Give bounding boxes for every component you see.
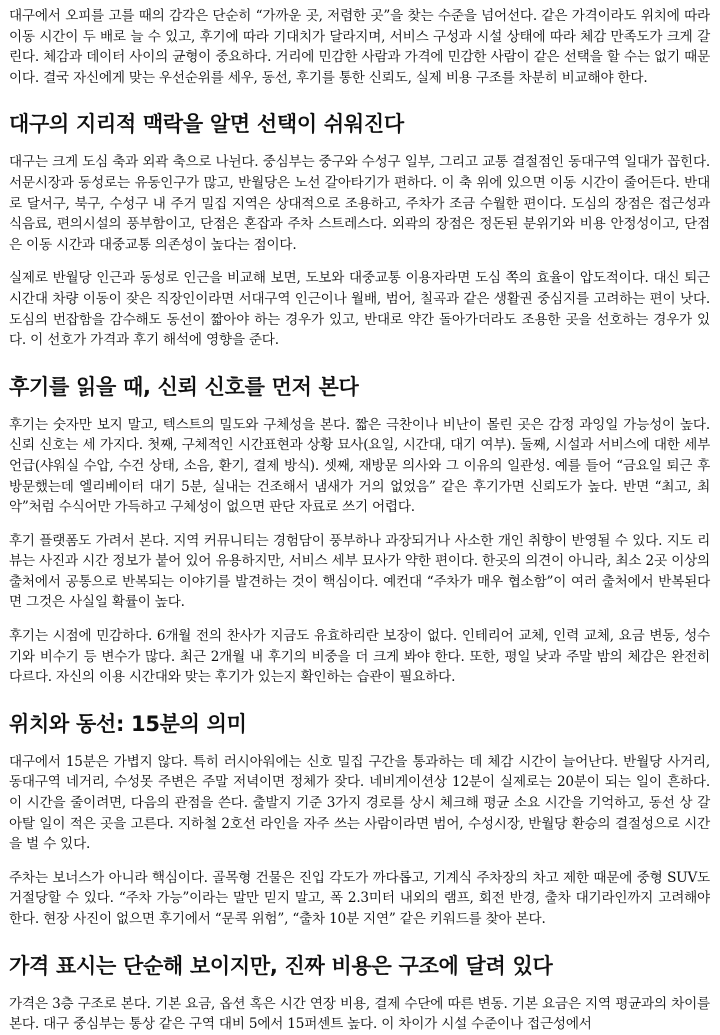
geography-paragraph-1: 대구는 크게 도심 축과 외곽 축으로 나뉜다. 중심부는 중구와 수성구 일부, 그리고 교통 결절점인 동대구역 일대가 꼽힌다. 서문시장과 동성로는 유동인구가 많고, 반월당은 노선 갈아타기가 편하다. 이 축 위에 있으면 이동 시간이 줄어든다. 반대로 달서구, 북구, 수성구 내 주거 밀집 지역은 상대적으로 조용하고, 주차가 조금 수월한 편이다. 도심의 장점은 접근성과 식음료, 편의시설의 풍부함이고, 단점은 혼잡과 주차 스트레스다. 외곽의 장점은 정돈된 분위기와 비용 안정성이고, 단점은 이동 시간과 대중교통 의존성이 높다는 점이다. [9, 154, 710, 253]
section-heading-geography: 대구의 지리적 맥락을 알면 선택이 쉬워진다 [9, 112, 404, 137]
geography-paragraph-2: 실제로 반월당 인근과 동성로 인근을 비교해 보면, 도보와 대중교통 이용자라면 도심 쪽의 효율이 압도적이다. 대신 퇴근 시간대 차량 이동이 잦은 직장인이라면 서대구역 인근이나 월배, 범어, 칠곡과 같은 생활권 중심지를 고려하는 편이 낫다. 도심의 번잡함을 감수해도 동선이 짧아야 하는 경우가 있고, 반대로 약간 돌아가더라도 조용한 곳을 선호하는 경우가 있다. 이 선호가 가격과 후기 해석에 영향을 준다. [9, 270, 710, 349]
section-heading-location: 위치와 동선: 15분의 의미 [9, 711, 247, 736]
section-heading-price: 가격 표시는 단순해 보이지만, 진짜 비용은 구조에 달려 있다 [9, 953, 553, 978]
reviews-paragraph-2: 후기 플랫폼도 가려서 본다. 지역 커뮤니티는 경험담이 풍부하나 과장되거나 사소한 개인 취향이 반영될 수 있다. 지도 리뷰는 사진과 시간 정보가 붙어 있어 유용하지만, 서비스 세부 묘사가 약한 편이다. 한곳의 의견이 아니라, 최소 2곳 이상의 출처에서 공통으로 반복되는 이야기를 발견하는 것이 핵심이다. 예컨대 “주차가 매우 협소함”이 여러 출처에서 반복된다면 그것은 사실일 확률이 높다. [9, 532, 710, 611]
price-paragraph-1: 가격은 3층 구조로 본다. 기본 요금, 옵션 혹은 시간 연장 비용, 결제 수단에 따른 변동. 기본 요금은 지역 평균과의 차이를 본다. 대구 중심부는 통상 같은 구역 대비 5에서 15퍼센트 높다. 이 차이가 시설 수준이나 접근성에서 [9, 995, 710, 1033]
reviews-paragraph-3: 후기는 시점에 민감하다. 6개월 전의 찬사가 지금도 유효하리란 보장이 없다. 인테리어 교체, 인력 교체, 요금 변동, 성수기와 비수기 등 변수가 많다. 최근 2개월 내 후기의 비중을 더 크게 봐야 한다. 또한, 평일 낮과 주말 밤의 체감은 완전히 다르다. 자신의 이용 시간대와 맞는 후기가 있는지 확인하는 습관이 필요하다. [9, 628, 710, 686]
intro-paragraph: 대구에서 오피를 고를 때의 감각은 단순히 “가까운 곳, 저렴한 곳”을 찾는 수준을 넘어선다. 같은 가격이라도 위치에 따라 이동 시간이 두 배로 늘 수 있고, 후기에 따라 기대치가 달라지며, 서비스 구성과 시설 상태에 따라 체감 만족도가 크게 갈린다. 체감과 데이터 사이의 균형이 중요하다. 거리에 민감한 사람과 가격에 민감한 사람이 같은 선택을 할 수는 없기 때문이다. 결국 자신에게 맞는 우선순위를 세우, 동선, 후기를 통한 신뢰도, 실제 비용 구조를 차분히 비교해야 한다. [9, 8, 710, 86]
location-paragraph-2: 주차는 보너스가 아니라 핵심이다. 골목형 건물은 진입 각도가 까다롭고, 기계식 주차장의 차고 제한 때문에 중형 SUV도 거절당할 수 있다. “주차 가능”이라는 말만 믿지 말고, 폭 2.3미터 내외의 램프, 회전 반경, 출차 대기라인까지 고려해야 한다. 현장 사진이 없으면 후기에서 “문콕 위험”, “출차 10분 지연” 같은 키워드를 찾아 본다. [9, 869, 710, 927]
section-heading-reviews: 후기를 읽을 때, 신뢰 신호를 먼저 본다 [9, 374, 359, 399]
reviews-paragraph-1: 후기는 숫자만 보지 말고, 텍스트의 밀도와 구체성을 본다. 짧은 극찬이나 비난이 몰린 곳은 감정 과잉일 가능성이 높다. 신뢰 신호는 세 가지다. 첫째, 구체적인 시간표현과 상황 묘사(요일, 시간대, 대기 여부). 둘째, 시설과 서비스에 대한 세부 언급(샤워실 수압, 수건 상태, 소음, 환기, 결제 방식). 셋째, 재방문 의사와 그 이유의 일관성. 예를 들어 “금요일 퇴근 후 방문했는데 엘리베이터 대기 5분, 실내는 건조해서 냄새가 거의 없었음” 같은 후기가면 신뢰도가 높다. 반면 “최고, 최악”처럼 수식어만 가득하고 구체성이 없으면 판단 자료로 쓰기 어렵다. [9, 416, 710, 516]
location-paragraph-1: 대구에서 15분은 가볍지 않다. 특히 러시아워에는 신호 밀집 구간을 통과하는 데 체감 시간이 늘어난다. 반월당 사거리, 동대구역 네거리, 수성못 주변은 주말 저녁이면 정체가 잦다. 네비게이션상 12분이 실제로는 20분이 되는 일이 흔하다. 이 시간을 줄이려면, 다음의 관점을 쓴다. 출발지 기준 3가지 경로를 상시 체크해 평균 소요 시간을 기억하고, 동선 상 갈아탈 일이 적은 곳을 고른다. 지하철 2호선 라인을 자주 쓰는 사람이라면 범어, 수성시장, 반월당 환승의 결절성으로 시간을 벌 수 있다. [9, 753, 710, 853]
